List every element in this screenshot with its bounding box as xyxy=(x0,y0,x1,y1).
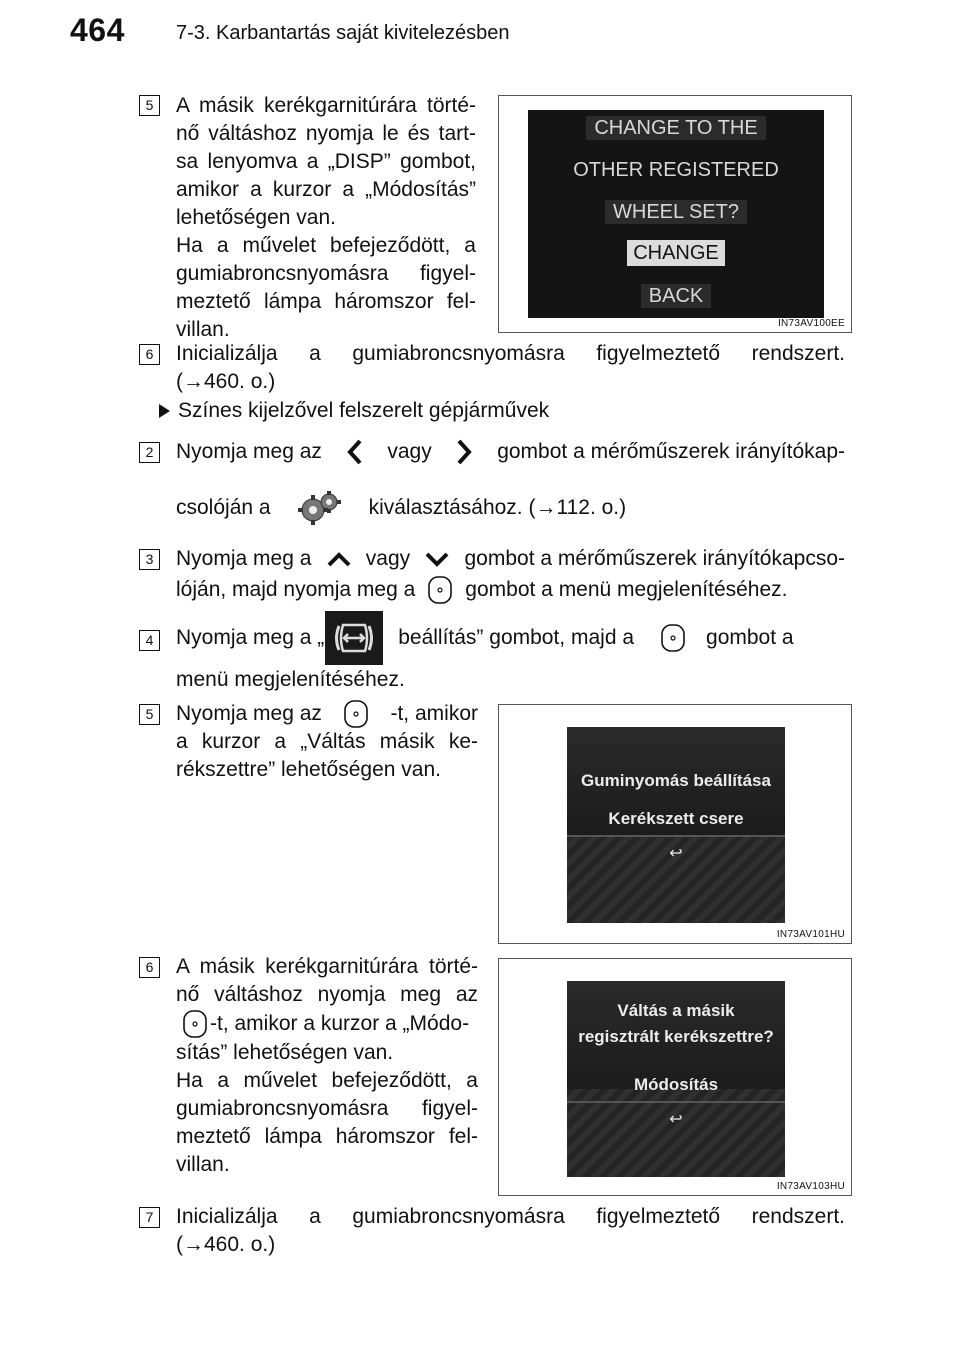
text-segment: gombot a menü megjelenítéséhez. xyxy=(465,578,788,601)
text-line: Inicializálja a gumiabroncsnyomásra figyelmeztető rendszert. xyxy=(176,342,845,365)
screen-title: Guminyomás beállítása xyxy=(581,771,771,790)
separator xyxy=(567,1101,785,1103)
text-segment: Nyomja meg az xyxy=(176,440,322,463)
step-text xyxy=(176,1203,845,1259)
figure-switch-wheel-set-hu xyxy=(498,958,852,1196)
text-line: sítás” lehetőségen van. xyxy=(176,1041,394,1064)
text-line: villan. xyxy=(176,318,230,341)
text-line: meztető lámpa háromszor fel- xyxy=(176,1125,478,1148)
menu-line: OTHER REGISTERED xyxy=(573,159,779,181)
text-line: nő váltáshoz nyomja le és tart- xyxy=(176,122,476,145)
screen-title: Váltás a másik xyxy=(617,1001,735,1020)
text-segment: gombot a mérőműszerek irányítókap- xyxy=(497,440,845,463)
text-line: villan. xyxy=(176,1153,230,1176)
figure-tire-pressure-setting xyxy=(498,704,852,944)
chapter-title: 7-3. Karbantartás saját kivitelezésben xyxy=(176,22,510,44)
display-screen xyxy=(567,981,785,1177)
step-number: 2 xyxy=(139,442,160,463)
menu-option-change: CHANGE xyxy=(528,242,824,265)
text-segment: gombot a xyxy=(706,626,794,649)
step-text xyxy=(176,610,845,694)
ok-button-icon xyxy=(343,699,369,729)
text-segment: -t, amikor a kurzor a „Módo- xyxy=(210,1012,470,1035)
page-number: 464 xyxy=(70,12,125,48)
step-number: 6 xyxy=(139,957,160,978)
ok-button-icon xyxy=(182,1009,208,1039)
step-number: 7 xyxy=(139,1207,160,1228)
text-line: A másik kerékgarnitúrára törté- xyxy=(176,94,476,117)
text-line: Ha a művelet befejeződött, a xyxy=(176,234,476,257)
return-icon: ↩ xyxy=(669,845,683,862)
text-line: rékszettre” lehetőségen van. xyxy=(176,758,441,781)
step-text xyxy=(176,438,845,526)
figure-change-wheel-set-en xyxy=(498,95,852,333)
step-text xyxy=(176,340,845,396)
display-screen xyxy=(567,727,785,923)
figure-code: IN73AV100EE xyxy=(777,318,845,329)
arrow-down-icon xyxy=(423,548,451,570)
step-text xyxy=(176,92,476,344)
ok-button-icon xyxy=(660,623,686,653)
text-line: A másik kerékgarnitúrára törté- xyxy=(176,955,478,978)
step-number: 5 xyxy=(139,95,160,116)
text-line: Ha a művelet befejeződött, a xyxy=(176,1069,478,1092)
return-icon: ↩ xyxy=(669,1111,683,1128)
tire-pressure-warning-icon xyxy=(325,611,383,665)
text-line: amikor a kurzor a „Módosítás” xyxy=(176,178,476,201)
text-segment: kiválasztásához. (→112. o.) xyxy=(368,496,627,519)
text-line: Inicializálja a gumiabroncsnyomásra figyelmeztető rendszert. xyxy=(176,1205,845,1228)
text-line: nő váltáshoz nyomja meg az xyxy=(176,983,478,1006)
step-text xyxy=(176,545,845,605)
text-segment: lóján, majd nyomja meg a xyxy=(176,578,416,601)
text-segment: gombot a mérőműszerek irányítókapcso- xyxy=(464,547,845,570)
gear-settings-icon xyxy=(291,490,347,526)
menu-line: CHANGE TO THE xyxy=(528,117,824,140)
arrow-up-icon xyxy=(325,548,353,570)
text-segment: csolóján a xyxy=(176,496,271,519)
section-heading: Színes kijelzővel felszerelt gépjárművek xyxy=(178,399,550,422)
separator xyxy=(567,835,785,837)
step-number: 4 xyxy=(139,630,160,651)
arrow-left-icon xyxy=(344,437,366,467)
step-text xyxy=(176,953,478,1179)
text-segment: vagy xyxy=(365,547,411,570)
text-segment: beállítás” gombot, majd a xyxy=(398,626,635,649)
text-line: lehetőségen van. xyxy=(176,206,336,229)
section-bullet xyxy=(159,397,779,425)
figure-code: IN73AV103HU xyxy=(776,1181,845,1192)
screen-menu-item: Módosítás xyxy=(633,1075,719,1094)
text-line: meztető lámpa háromszor fel- xyxy=(176,290,476,313)
text-segment: Nyomja meg az xyxy=(176,702,322,725)
text-line: (→460. o.) xyxy=(176,1233,276,1256)
display-screen xyxy=(528,110,824,318)
text-line: sa lenyomva a „DISP” gombot, xyxy=(176,150,476,173)
screen-menu-item: Kerékszett csere xyxy=(608,809,744,828)
menu-line: WHEEL SET? xyxy=(528,201,824,224)
text-segment: -t, amikor xyxy=(390,702,478,725)
text-line: a kurzor a „Váltás másik ke- xyxy=(176,730,478,753)
menu-option-back: BACK xyxy=(528,285,824,308)
step-number: 3 xyxy=(139,549,160,570)
figure-code: IN73AV101HU xyxy=(776,929,845,940)
bullet-triangle-icon xyxy=(159,404,170,418)
arrow-right-icon xyxy=(453,437,475,467)
step-number: 6 xyxy=(139,344,160,365)
ok-button-icon xyxy=(427,575,453,605)
text-segment: vagy xyxy=(387,440,432,463)
text-line: (→460. o.) xyxy=(176,370,276,393)
text-segment: Nyomja meg a xyxy=(176,547,312,570)
text-line: gumiabroncsnyomásra figyel- xyxy=(176,1097,478,1120)
step-number: 5 xyxy=(139,704,160,725)
text-segment: Nyomja meg a „ xyxy=(176,626,325,649)
step-text xyxy=(176,700,478,784)
text-line: gumiabroncsnyomásra figyel- xyxy=(176,262,476,285)
screen-title: regisztrált kerékszettre? xyxy=(578,1027,774,1046)
text-line: menü megjelenítéséhez. xyxy=(176,668,405,691)
